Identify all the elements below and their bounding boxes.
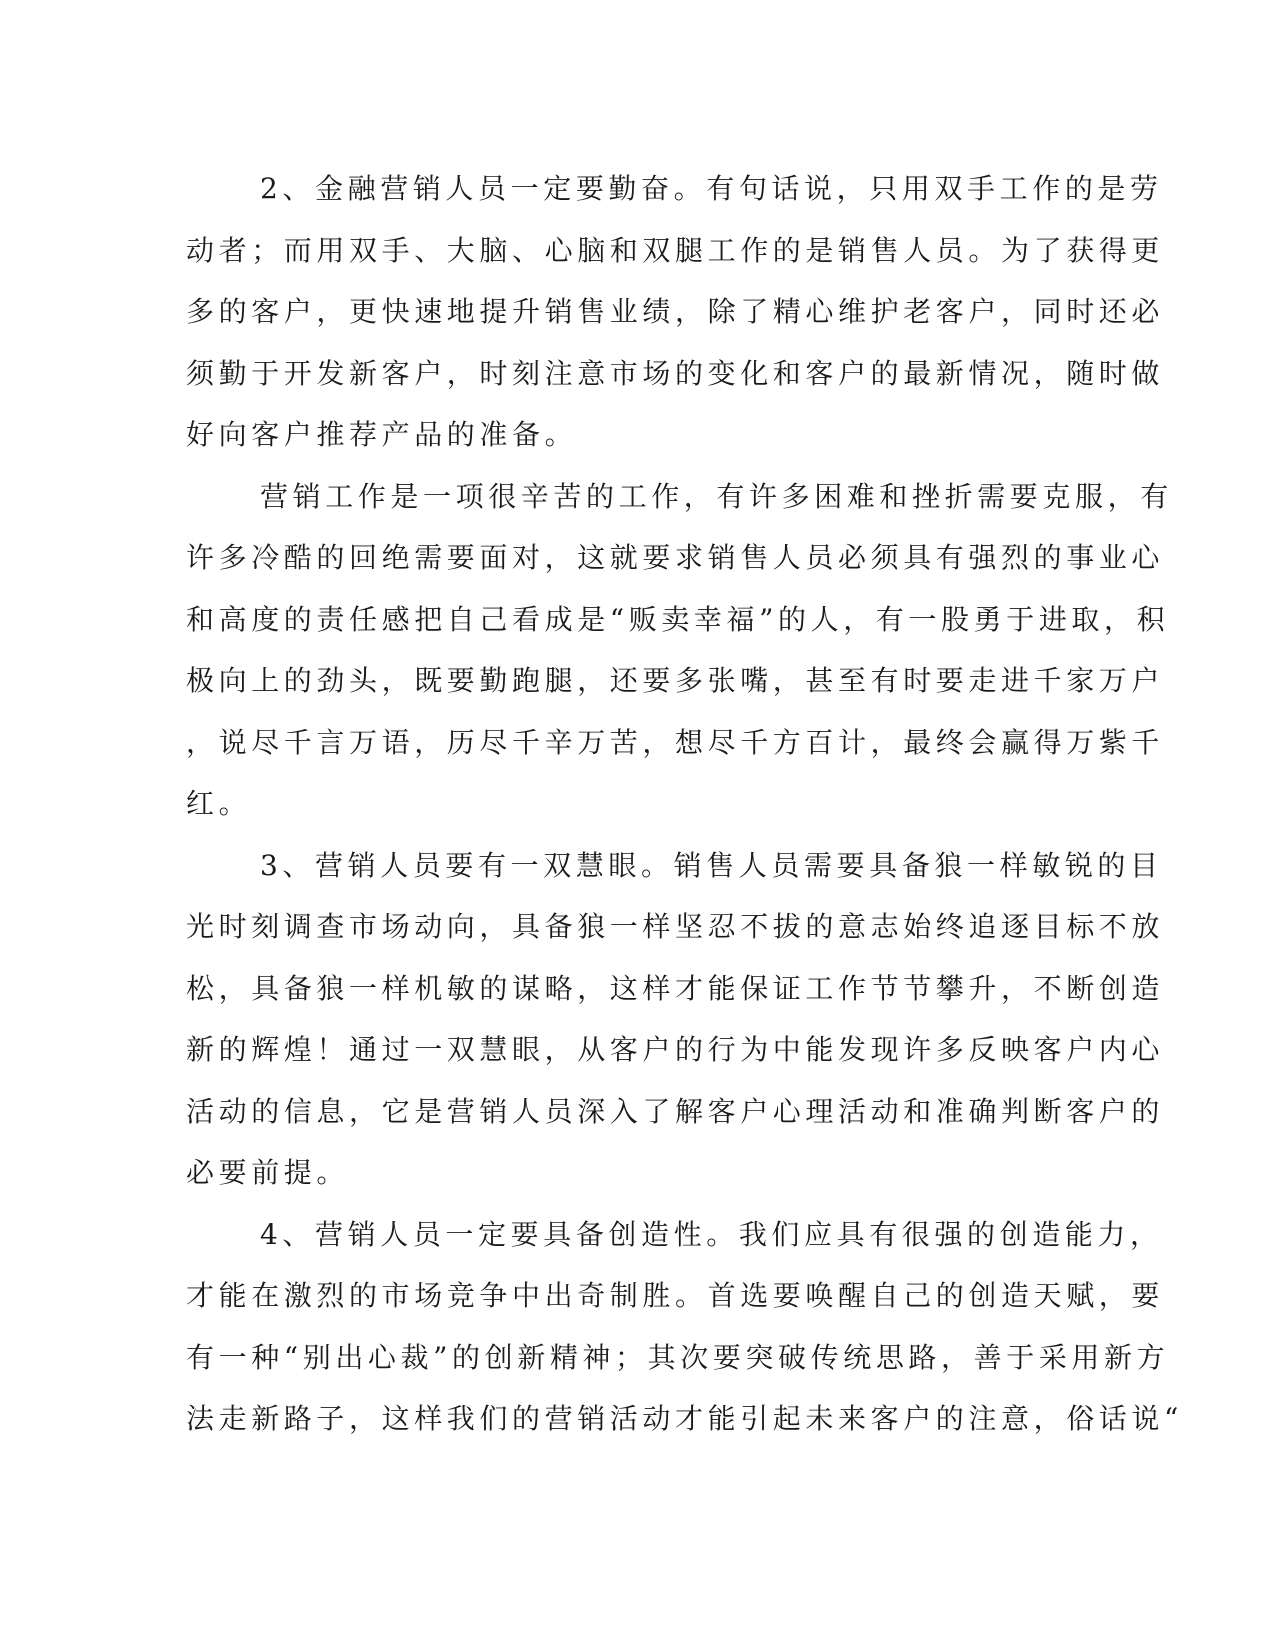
text-line: 才能在激烈的市场竞争中出奇制胜。首选要唤醒自己的创造天赋，要 <box>186 1279 1165 1312</box>
text-line: 和高度的责任感把自己看成是“贩卖幸福”的人，有一股勇于进取，积 <box>186 602 1170 636</box>
text-line: 松，具备狼一样机敏的谋略，这样才能保证工作节节攀升，不断创造 <box>186 971 1165 1005</box>
text-line: 新的辉煌！通过一双慧眼，从客户的行为中能发现许多反映客户内心 <box>186 1033 1165 1066</box>
text-line: 好向客户推荐产品的准备。 <box>186 418 578 451</box>
text-line: 有一种“别出心裁”的创新精神；其次要突破传统思路，善于采用新方 <box>186 1340 1170 1374</box>
text-line: 多的客户，更快速地提升销售业绩，除了精心维护老客户，同时还必 <box>186 295 1165 328</box>
document-body <box>186 158 1183 1450</box>
text-line: 法走新路子，这样我们的营销活动才能引起未来客户的注意，俗话说“ <box>186 1402 1183 1435</box>
text-line: 2、金融营销人员一定要勤奋。有句话说，只用双手工作的是劳 <box>260 172 1163 205</box>
text-line: 营销工作是一项很辛苦的工作，有许多困难和挫折需要克服，有 <box>260 479 1173 513</box>
text-line: 4、营销人员一定要具备创造性。我们应具有很强的创造能力， <box>260 1217 1163 1251</box>
text-line: 须勤于开发新客户，时刻注意市场的变化和客户的最新情况，随时做 <box>186 356 1165 390</box>
text-line: 动者；而用双手、大脑、心脑和双腿工作的是销售人员。为了获得更 <box>186 233 1165 267</box>
text-line: 极向上的劲头，既要勤跑腿，还要多张嘴，甚至有时要走进千家万户 <box>186 664 1165 697</box>
text-line: 许多冷酷的回绝需要面对，这就要求销售人员必须具有强烈的事业心 <box>186 541 1165 574</box>
text-line: 3、营销人员要有一双慧眼。销售人员需要具备狼一样敏锐的目 <box>260 848 1163 882</box>
text-line: 活动的信息，它是营销人员深入了解客户心理活动和准确判断客户的 <box>186 1094 1165 1128</box>
text-line: 光时刻调查市场动向，具备狼一样坚忍不拔的意志始终追逐目标不放 <box>186 910 1165 943</box>
text-line: 红。 <box>186 787 252 820</box>
text-line: 必要前提。 <box>186 1156 350 1189</box>
text-line: ，说尽千言万语，历尽千辛万苦，想尽千方百计，最终会赢得万紫千 <box>186 725 1165 759</box>
